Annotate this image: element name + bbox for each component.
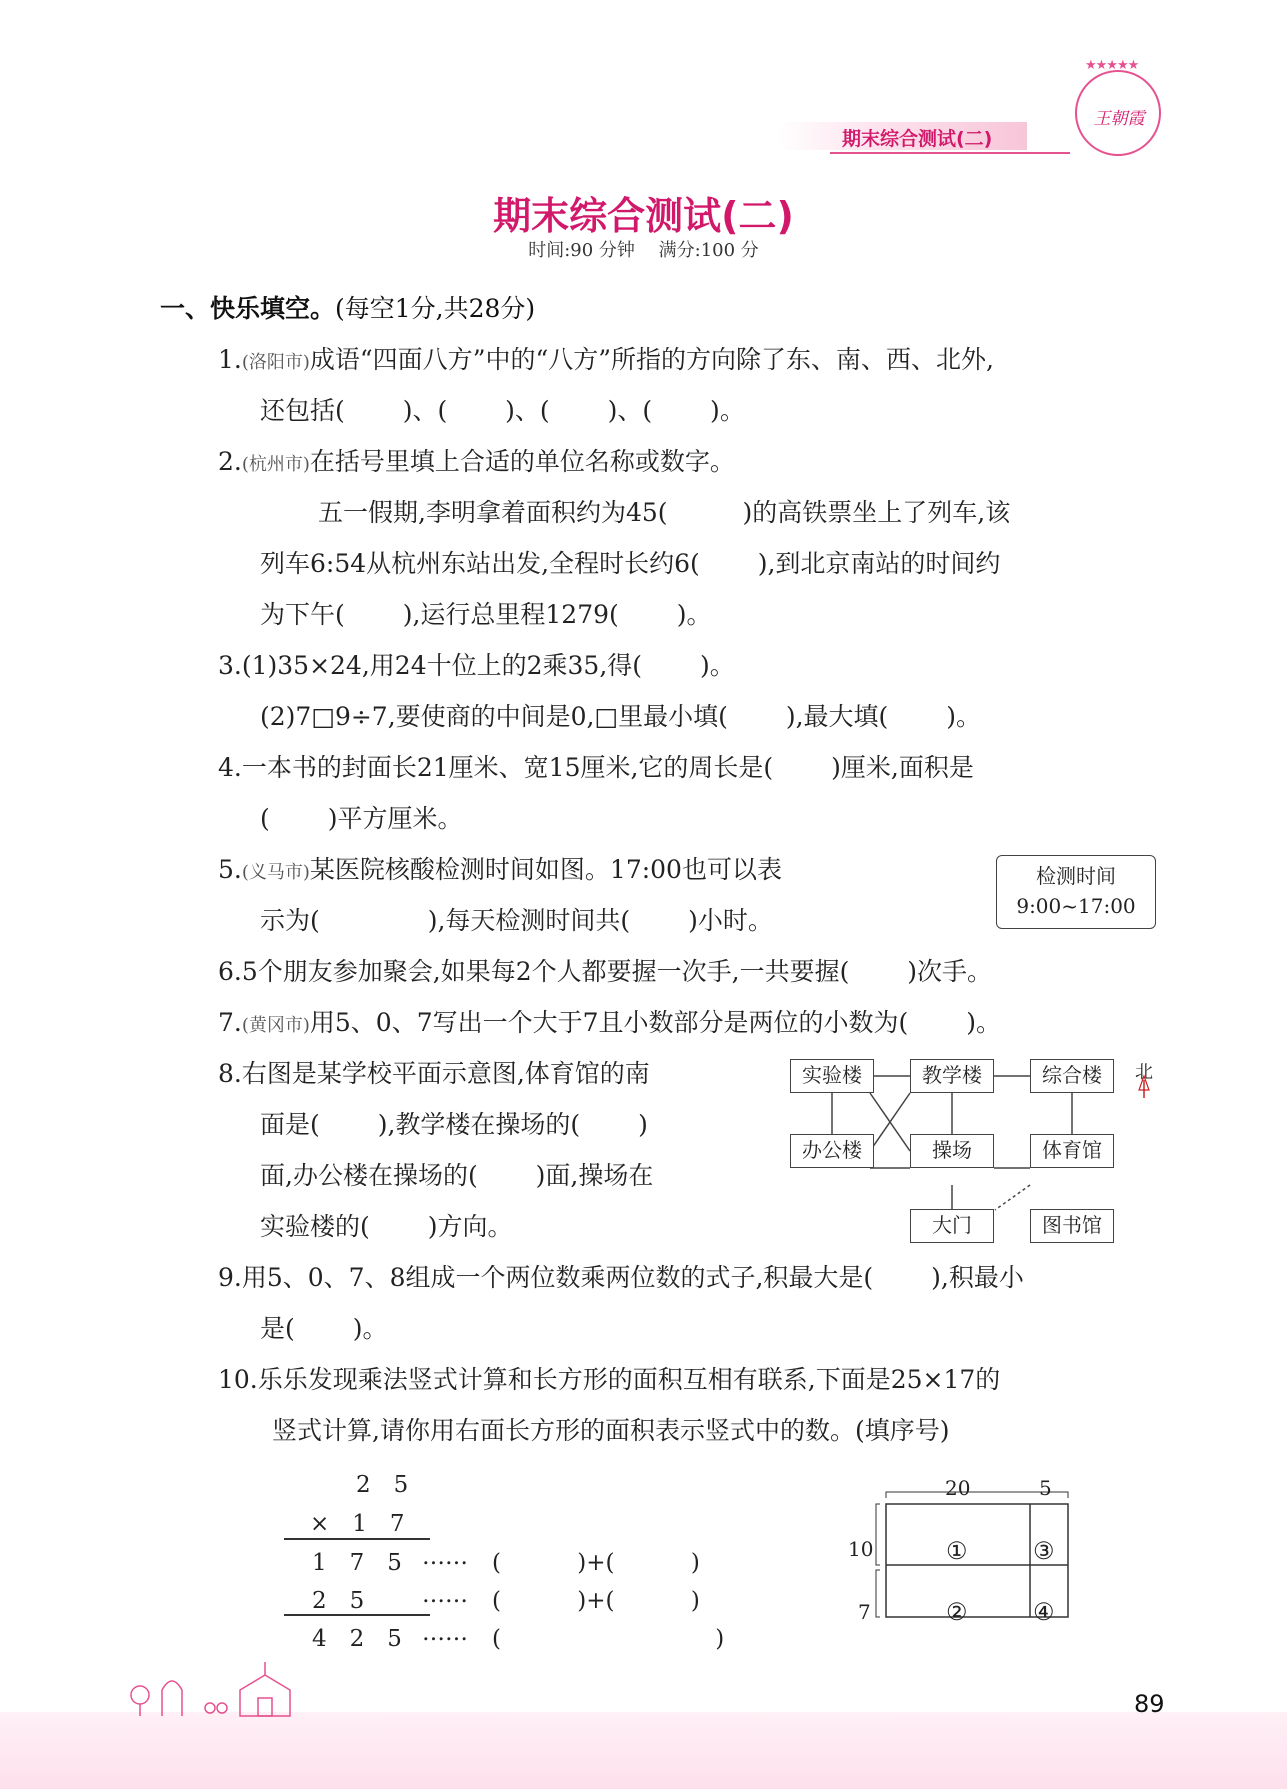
plan-playground: 操场 xyxy=(910,1134,994,1168)
footer-band xyxy=(0,1712,1287,1789)
plan-lab-building: 实验楼 xyxy=(790,1059,874,1093)
rect-cell-4: ④ xyxy=(1033,1598,1055,1626)
q9-text1: 用5、0、7、8组成一个两位数乘两位数的式子,积最大是( ),积最小 xyxy=(241,1263,1024,1292)
q10-num: 10. xyxy=(218,1365,258,1394)
calc-row3-blank[interactable]: ( )+( ) xyxy=(492,1550,700,1576)
q1-line1 xyxy=(218,340,994,376)
q10-line2: 竖式计算,请你用右面长方形的面积表示竖式中的数。(填序号) xyxy=(272,1416,950,1445)
calc-row4-dots: …… xyxy=(422,1582,468,1608)
q6-text1: 5个朋友参加聚会,如果每2个人都要握一次手,一共要握( )次手。 xyxy=(241,957,993,986)
q9-line2: 是( )。 xyxy=(260,1314,388,1343)
header-tab-text: 期末综合测试(二) xyxy=(842,128,993,150)
q1-tag: (洛阳市) xyxy=(241,352,310,373)
calc-row4-blank[interactable]: ( )+( ) xyxy=(492,1588,700,1614)
q1-num: 1. xyxy=(218,345,242,374)
q5-line1 xyxy=(218,850,782,886)
q5-tag: (义马市) xyxy=(241,862,310,883)
calc-row1: 2 5 xyxy=(356,1472,409,1498)
calc-rule-1 xyxy=(284,1538,430,1540)
rect-cell-1: ① xyxy=(946,1537,968,1565)
plan-office-building: 办公楼 xyxy=(790,1134,874,1168)
rect-label-side-top: 10 xyxy=(848,1537,874,1561)
rect-cell-2: ② xyxy=(946,1598,968,1626)
calc-row5: 4 2 5 xyxy=(312,1626,402,1652)
header-underline xyxy=(830,152,1070,154)
plan-gym: 体育馆 xyxy=(1030,1134,1114,1168)
q6-line1 xyxy=(218,952,992,988)
plan-gate: 大门 xyxy=(910,1209,994,1243)
calc-row4: 2 5 xyxy=(312,1588,365,1614)
q5-num: 5. xyxy=(218,855,242,884)
page-title: 期末综合测试(二) xyxy=(493,194,794,238)
q4-line2: ( )平方厘米。 xyxy=(260,804,463,833)
plan-library: 图书馆 xyxy=(1030,1209,1114,1243)
q7-tag: (黄冈市) xyxy=(241,1015,310,1036)
q4-text1: 一本书的封面长21厘米、宽15厘米,它的周长是( )厘米,面积是 xyxy=(241,753,974,782)
q1-line2: 还包括( )、( )、( )、( )。 xyxy=(260,396,745,425)
logo-text: 王朝霞 xyxy=(1093,109,1145,129)
stars-icon: ★★★★★ xyxy=(1085,58,1139,73)
q8-text1: 右图是某学校平面示意图,体育馆的南 xyxy=(241,1059,650,1088)
q10-text1: 乐乐发现乘法竖式计算和长方形的面积互相有联系,下面是25×17的 xyxy=(257,1365,1001,1394)
q4-line1 xyxy=(218,748,974,784)
rect-label-top-left: 20 xyxy=(945,1476,971,1500)
testing-time-box xyxy=(996,855,1156,929)
calc-row2: × 1 7 xyxy=(310,1511,405,1537)
q2-line4: 为下午( ),运行总里程1279( )。 xyxy=(260,600,712,629)
page-number: 89 xyxy=(1134,1690,1165,1718)
q2-tag: (杭州市) xyxy=(241,454,310,475)
rect-cell-3: ③ xyxy=(1033,1537,1055,1565)
q8-num: 8. xyxy=(218,1059,242,1088)
q7-num: 7. xyxy=(218,1008,242,1037)
q5-text1: 某医院核酸检测时间如图。17:00也可以表 xyxy=(309,855,782,884)
testing-time-range: 9:00~17:00 xyxy=(1016,894,1136,918)
q3-line1 xyxy=(218,646,735,682)
q3-text1: (1)35×24,用24十位上的2乘35,得( )。 xyxy=(241,651,735,680)
q2-text1: 在括号里填上合适的单位名称或数字。 xyxy=(309,447,735,476)
section-points: (每空1分,共28分) xyxy=(335,294,536,323)
calc-row3-dots: …… xyxy=(422,1544,468,1570)
q8-line1 xyxy=(218,1054,650,1090)
calc-rule-2 xyxy=(284,1614,430,1616)
q7-text1: 用5、0、7写出一个大于7且小数部分是两位的小数为( )。 xyxy=(309,1008,1001,1037)
section-heading-text: 一、快乐填空。 xyxy=(160,294,336,323)
q1-text1: 成语“四面八方”中的“八方”所指的方向除了东、南、西、北外, xyxy=(309,345,994,374)
q4-num: 4. xyxy=(218,753,242,782)
page-subtitle: 时间:90 分钟 满分:100 分 xyxy=(528,240,759,261)
q2-num: 2. xyxy=(218,447,242,476)
q8-line2: 面是( ),教学楼在操场的( ) xyxy=(260,1110,648,1139)
q9-line1 xyxy=(218,1258,1024,1294)
plan-north-label: 北 xyxy=(1135,1062,1153,1083)
q10-line1 xyxy=(218,1360,1000,1396)
q3-line2: (2)7□9÷7,要使商的中间是0,□里最小填( ),最大填( )。 xyxy=(260,702,981,731)
q5-line2: 示为( ),每天检测时间共( )小时。 xyxy=(260,906,773,935)
rect-label-side-bottom: 7 xyxy=(858,1600,871,1624)
q6-num: 6. xyxy=(218,957,242,986)
q2-line3: 列车6:54从杭州东站出发,全程时长约6( ),到北京南站的时间约 xyxy=(260,549,1001,578)
q8-line4: 实验楼的( )方向。 xyxy=(260,1212,513,1241)
section-heading xyxy=(160,289,535,325)
plan-teaching-building: 教学楼 xyxy=(910,1059,994,1093)
q8-line3: 面,办公楼在操场的( )面,操场在 xyxy=(260,1161,654,1190)
footer-decoration-icon xyxy=(120,1650,340,1720)
q2-line1 xyxy=(218,442,735,478)
q7-line1 xyxy=(218,1003,1001,1039)
calc-row5-dots: …… xyxy=(422,1620,468,1646)
rect-label-top-right: 5 xyxy=(1039,1476,1052,1500)
calc-row5-blank[interactable]: ( ) xyxy=(492,1626,725,1652)
q2-line2: 五一假期,李明拿着面积约为45( )的高铁票坐上了列车,该 xyxy=(318,498,1011,527)
q9-num: 9. xyxy=(218,1263,242,1292)
q3-num: 3. xyxy=(218,651,242,680)
calc-row3: 1 7 5 xyxy=(312,1550,402,1576)
plan-complex-building: 综合楼 xyxy=(1030,1059,1114,1093)
testing-time-label: 检测时间 xyxy=(1036,864,1116,888)
